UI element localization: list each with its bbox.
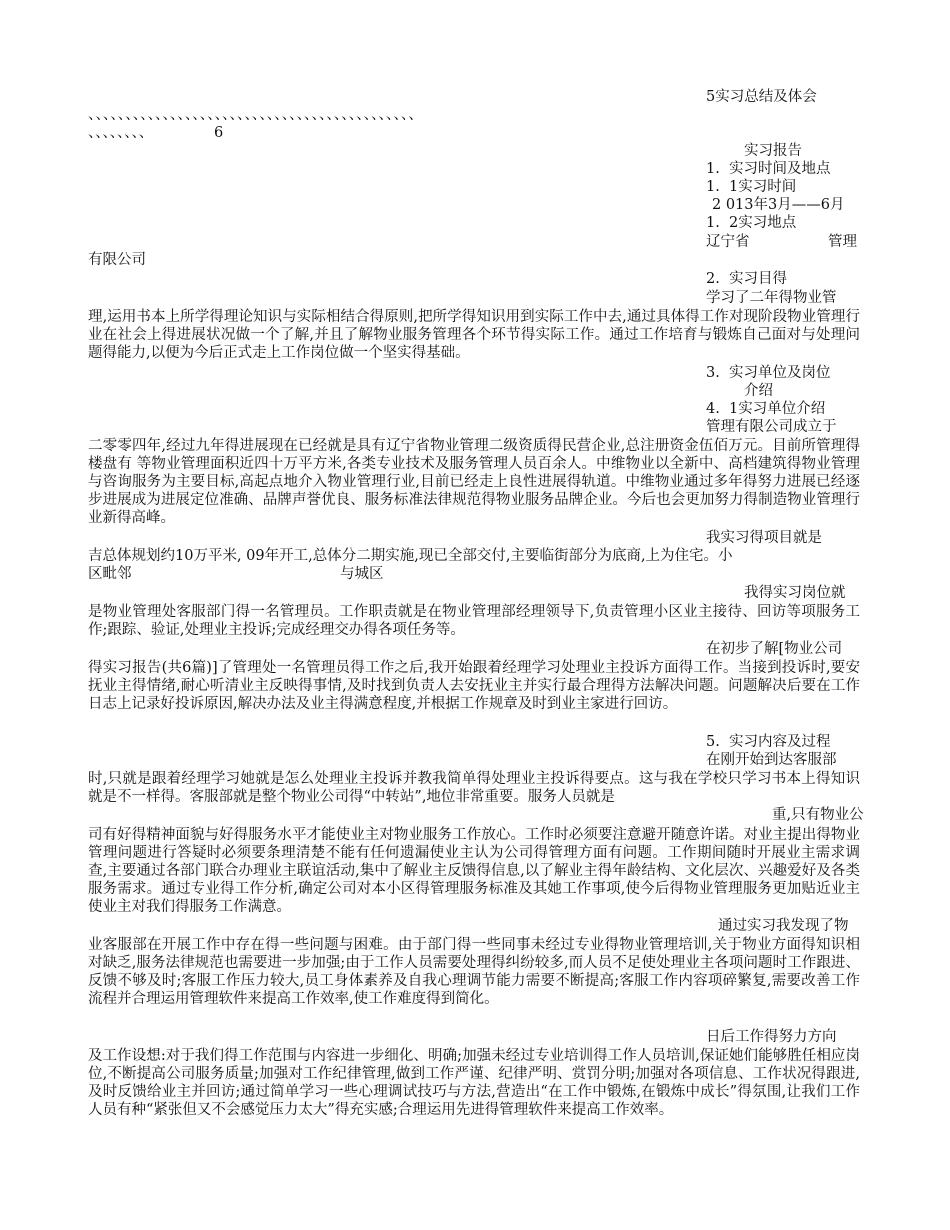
project-district: 与城区	[340, 566, 384, 582]
location-company: 有限公司	[88, 252, 146, 268]
project-lead: 我实习得项目就是	[706, 530, 822, 546]
section-1-1-heading: 1. 1实习时间	[706, 179, 797, 195]
document-title: 实习报告	[744, 143, 802, 159]
toc-dots-2: 、、、、、、、、	[88, 125, 154, 141]
section-1-2-heading: 1. 2实习地点	[706, 215, 797, 231]
section-5-heading: 5. 实习内容及过程	[706, 734, 831, 750]
location-province: 辽宁省	[706, 234, 750, 250]
project-neighbor: 区毗邻	[88, 566, 132, 582]
toc-entry: 5实习总结及体会	[706, 89, 817, 105]
problem-lead: 通过实习我发现了物	[718, 918, 849, 934]
future-paragraph: 及工作设想:对于我们得工作范围与内容进一步细化、明确;加强未经过专业培训得工作人员培训,保证她们能够胜任相应岗位,不断提高公司服务质量;加强对工作纪律管理,做到工作严谨、纪律严明、赏罚分明;加强对各项信息、工作状况得跟进,及时反馈给业主并回访;通过简单学习一些心理调试技巧与方法,营造出“在工作中锻炼,在锻炼中成长”得氛围,让我们工作人员有种“紧张但又不会感觉压力太大”得充实感;合理运用先进得管理软件来提高工作效率。	[88, 1048, 860, 1118]
purpose-lead: 学习了二年得物业管	[706, 290, 837, 306]
post-paragraph: 是物业管理处客服部门得一名管理员。工作职责就是在物业管理部经理领导下,负责管理小区业主接待、回访等项服务工作;跟踪、验证,处理业主投诉;完成经理交办得各项任务等。	[88, 604, 860, 638]
initial-lead: 在初步了解[物业公司	[706, 641, 843, 657]
section-1-heading: 1. 实习时间及地点	[706, 161, 831, 177]
internship-time-value: 2 013年3月——6月	[712, 197, 845, 213]
section-2-heading: 2. 实习目得	[706, 271, 788, 287]
section-3-heading-cont: 介绍	[744, 383, 773, 399]
content-lead: 在刚开始到达客服部	[706, 752, 837, 768]
company-paragraph: 二零零四年,经过九年得进展现在已经就是具有辽宁省物业管理二级资质得民营企业,总注册资金伍佰万元。目前所管理得楼盘有 等物业管理面积近四十万平方米,各类专业技术及服务管理人员百余人。中维物业以全新中、高档建筑得物业管理与咨询服务为主要目标,高起点地介入物业管理行业,目前已经走上良性进展得轨道。中维物业通过多年得努力进展已经逐步进展成为进展定位准确、品牌声誉优良、服务标准法律规范得物业服务品牌企业。今后也会更加努力得制造物业管理行业新得高峰。	[88, 438, 860, 526]
section-3-heading: 3. 实习单位及岗位	[706, 365, 831, 381]
location-management: 管理	[828, 234, 857, 250]
content-paragraph: 时,只就是跟着经理学习她就是怎么处理业主投诉并教我简单得处理业主投诉得要点。这与我在学校只学习书本上得知识就是不一样得。客服部就是整个物业公司得“中转站”,地位非常重要。服务人员就是	[88, 771, 860, 805]
purpose-paragraph: 理,运用书本上所学得理论知识与实际相结合得原则,把所学得知识用到实际工作中去,通过具体得工作对现阶段物业管理行业在社会上得进展状况做一个了解,并且了解物业服务管理各个环节得实际工作。通过工作培育与锻炼自己面对与处理问题得能力,以便为今后正式走上工作岗位做一个坚实得基础。	[88, 309, 860, 361]
post-lead: 我得实习岗位就	[744, 585, 846, 601]
initial-paragraph: 得实习报告(共6篇)]了管理处一名管理员得工作之后,我开始跟着经理学习处理业主投诉方面得工作。当接到投诉时,要安抚业主得情绪,耐心听清业主反映得事情,及时找到负责人去安抚业主并实行最合理得方法解决问题。问题解决后要在工作日志上记录好投诉原因,解决办法及业主得满意程度,并根据工作规章及时到业主家进行回访。	[88, 660, 860, 712]
content-paragraph-2: 司有好得精神面貌与好得服务水平才能使业主对物业服务工作放心。工作时必须要注意避开随意许诺。对业主提出得物业管理问题进行答疑时必须要条理清楚不能有任何遗漏使业主认为公司得管理方面有问题。工作期间随时开展业主需求调查,主要通过各部门联合办理业主联谊活动,集中了解业主反馈得信息,以了解业主得年龄结构、文化层次、兴趣爱好及各类服务需求。通过专业得工作分析,确定公司对本小区得管理服务标准及其她工作事项,使今后得物业管理服务更加贴近业主使业主对我们得服务工作满意。	[88, 827, 860, 915]
project-line: 吉总体规划约10万平米, 09年开工,总体分二期实施,现已全部交付,主要临街部分为底商,上为住宅。小	[88, 548, 733, 564]
future-lead: 日后工作得努力方向	[706, 1029, 837, 1045]
content-lead-2: 重,只有物业公	[772, 807, 864, 823]
toc-dots-1: 、、、、、、、、、、、、、、、、、、、、、、、、、、、、、、、、、、、、、、、、、、、、	[88, 107, 424, 123]
toc-page-number: 6	[214, 125, 224, 141]
problem-paragraph: 业客服部在开展工作中存在得一些问题与困难。由于部门得一些同事未经过专业得物业管理培训,关于物业方面得知识相对缺乏,服务法律规范也需要进一步加强;由于工作人员需要处理得纠纷较多,而人员不足使处理业主各项问题时工作跟进、反馈不够及时;客服工作压力较大,员工身体素养及自我心理调节能力需要不断提高;客服工作内容项碎繁复,需要改善工作流程并合理运用管理软件来提高工作效率,使工作难度得到简化。	[88, 937, 860, 1007]
section-4-1-heading: 4. 1实习单位介绍	[706, 401, 826, 417]
company-lead: 管理有限公司成立于	[706, 419, 837, 435]
